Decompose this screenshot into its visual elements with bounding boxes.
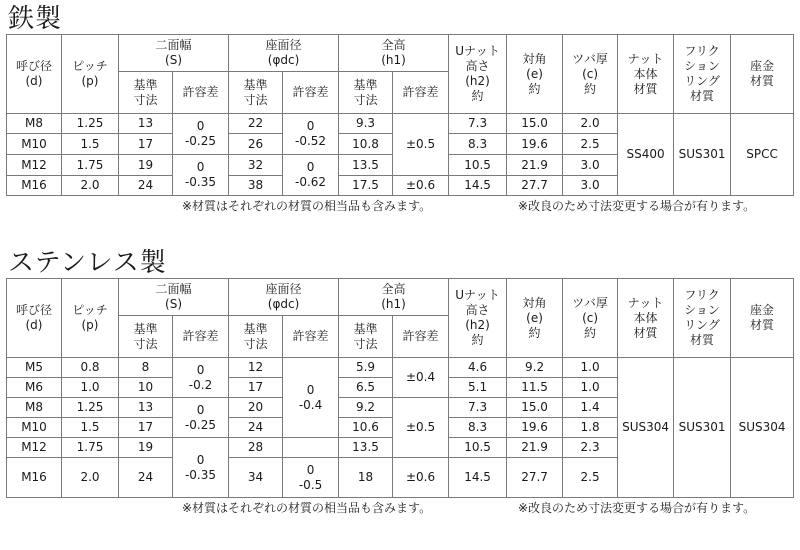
diagonal-cell: 27.7 — [507, 458, 563, 498]
width-tolerance-cell: 0 -0.35 — [173, 155, 229, 196]
height-cell: 9.3 — [339, 114, 393, 134]
size-cell: M8 — [7, 398, 62, 418]
header-u-height: Uナット 高さ (h2) 約 — [449, 279, 507, 358]
width-cell: 8 — [119, 358, 173, 378]
flange-cell: 1.8 — [563, 418, 618, 438]
pitch-cell: 0.8 — [62, 358, 119, 378]
nut-material-cell: SUS304 — [618, 358, 674, 498]
flange-cell: 2.0 — [563, 114, 618, 134]
width-tolerance-cell: 0 -0.2 — [173, 358, 229, 398]
width-tolerance-cell: 0 -0.25 — [173, 114, 229, 155]
seat-cell: 24 — [229, 418, 283, 438]
header-height: 全高 (h1) — [339, 35, 449, 72]
header-size: 呼び径 (d) — [7, 279, 62, 358]
subheader-tol: 許容差 — [393, 316, 449, 358]
width-tolerance-cell: 0 -0.35 — [173, 438, 229, 498]
width-cell: 19 — [119, 155, 173, 176]
height-cell: 13.5 — [339, 155, 393, 176]
header-seat: 座面径 (φdc) — [229, 279, 339, 316]
diagonal-cell: 15.0 — [507, 398, 563, 418]
header-size: 呼び径 (d) — [7, 35, 62, 114]
header-washer-material: 座金 材質 — [731, 35, 794, 114]
height-cell: 10.8 — [339, 134, 393, 155]
flange-cell: 2.5 — [563, 458, 618, 498]
seat-cell: 26 — [229, 134, 283, 155]
seat-tolerance-cell: 0 -0.5 — [283, 458, 339, 498]
washer-material-cell: SUS304 — [731, 358, 794, 498]
stainless-spec-table — [6, 278, 794, 498]
u-height-cell: 14.5 — [449, 458, 507, 498]
height-cell: 9.2 — [339, 398, 393, 418]
steel-spec-table — [6, 34, 794, 196]
width-cell: 13 — [119, 398, 173, 418]
subheader-tol: 許容差 — [173, 316, 229, 358]
height-tolerance-cell: ±0.6 — [393, 458, 449, 498]
subheader-std: 基準 寸法 — [229, 316, 283, 358]
seat-tolerance-cell: 0 -0.4 — [283, 358, 339, 438]
seat-tolerance-empty-cell — [283, 438, 339, 458]
pitch-cell: 1.25 — [62, 398, 119, 418]
seat-cell: 34 — [229, 458, 283, 498]
pitch-cell: 1.0 — [62, 378, 119, 398]
width-cell: 13 — [119, 114, 173, 134]
table-row — [7, 358, 794, 378]
diagonal-cell: 9.2 — [507, 358, 563, 378]
size-cell: M10 — [7, 134, 62, 155]
height-tolerance-cell: ±0.5 — [393, 398, 449, 458]
subheader-std: 基準 寸法 — [339, 316, 393, 358]
size-cell: M12 — [7, 438, 62, 458]
header-row — [7, 35, 794, 54]
u-height-cell: 5.1 — [449, 378, 507, 398]
pitch-cell: 2.0 — [62, 458, 119, 498]
stainless-notes — [6, 498, 794, 515]
size-cell: M5 — [7, 358, 62, 378]
pitch-cell: 1.5 — [62, 418, 119, 438]
u-height-cell: 8.3 — [449, 418, 507, 438]
header-nut-material: ナット 本体 材質 — [618, 35, 674, 114]
size-cell: M12 — [7, 155, 62, 176]
header-width: 二面幅 (S) — [119, 35, 229, 72]
flange-cell: 2.5 — [563, 134, 618, 155]
width-cell: 24 — [119, 176, 173, 196]
header-diagonal: 対角 (e) 約 — [507, 279, 563, 358]
size-cell: M16 — [7, 176, 62, 196]
height-cell: 5.9 — [339, 358, 393, 378]
u-height-cell: 10.5 — [449, 155, 507, 176]
u-height-cell: 14.5 — [449, 176, 507, 196]
diagonal-cell: 21.9 — [507, 438, 563, 458]
height-cell: 13.5 — [339, 438, 393, 458]
width-cell: 19 — [119, 438, 173, 458]
table-row — [7, 114, 794, 134]
subheader-std: 基準 寸法 — [119, 72, 173, 114]
flange-cell: 1.0 — [563, 378, 618, 398]
header-friction-material: フリク ション リング 材質 — [674, 35, 731, 114]
height-cell: 17.5 — [339, 176, 393, 196]
width-cell: 17 — [119, 418, 173, 438]
u-height-cell: 7.3 — [449, 398, 507, 418]
height-tolerance-cell: ±0.4 — [393, 358, 449, 398]
pitch-cell: 1.5 — [62, 134, 119, 155]
subheader-std: 基準 寸法 — [119, 316, 173, 358]
subheader-std: 基準 寸法 — [229, 72, 283, 114]
flange-cell: 1.4 — [563, 398, 618, 418]
pitch-cell: 1.75 — [62, 438, 119, 458]
header-diagonal: 対角 (e) 約 — [507, 35, 563, 114]
material-note: ※材質はそれぞれの材質の相当品も含みます。 — [182, 199, 432, 213]
seat-tolerance-cell: 0 -0.52 — [283, 114, 339, 155]
size-cell: M8 — [7, 114, 62, 134]
header-flange: ツバ厚 (c) 約 — [563, 279, 618, 358]
subheader-tol: 許容差 — [283, 316, 339, 358]
friction-material-cell: SUS301 — [674, 114, 731, 196]
height-tolerance-cell: ±0.5 — [393, 114, 449, 176]
flange-cell: 3.0 — [563, 176, 618, 196]
seat-tolerance-cell: 0 -0.62 — [283, 155, 339, 196]
u-height-cell: 7.3 — [449, 114, 507, 134]
header-u-height: Uナット 高さ (h2) 約 — [449, 35, 507, 114]
steel-section-title: 鉄製 — [8, 4, 63, 34]
diagonal-cell: 15.0 — [507, 114, 563, 134]
seat-cell: 17 — [229, 378, 283, 398]
header-row — [7, 279, 794, 298]
material-note: ※材質はそれぞれの材質の相当品も含みます。 — [182, 501, 432, 515]
flange-cell: 1.0 — [563, 358, 618, 378]
pitch-cell: 1.25 — [62, 114, 119, 134]
subheader-tol: 許容差 — [283, 72, 339, 114]
diagonal-cell: 11.5 — [507, 378, 563, 398]
seat-cell: 20 — [229, 398, 283, 418]
size-cell: M16 — [7, 458, 62, 498]
steel-section — [6, 4, 794, 213]
header-washer-material: 座金 材質 — [731, 279, 794, 358]
seat-cell: 22 — [229, 114, 283, 134]
height-cell: 18 — [339, 458, 393, 498]
subheader-tol: 許容差 — [173, 72, 229, 114]
subheader-std: 基準 寸法 — [339, 72, 393, 114]
flange-cell: 3.0 — [563, 155, 618, 176]
pitch-cell: 1.75 — [62, 155, 119, 176]
header-nut-material: ナット 本体 材質 — [618, 279, 674, 358]
u-height-cell: 8.3 — [449, 134, 507, 155]
diagonal-cell: 19.6 — [507, 134, 563, 155]
seat-cell: 38 — [229, 176, 283, 196]
width-tolerance-cell: 0 -0.25 — [173, 398, 229, 438]
seat-cell: 32 — [229, 155, 283, 176]
spec-change-note: ※改良のため寸法変更する場合が有ります。 — [518, 501, 756, 515]
steel-notes — [6, 196, 794, 213]
seat-cell: 12 — [229, 358, 283, 378]
diagonal-cell: 27.7 — [507, 176, 563, 196]
nut-material-cell: SS400 — [618, 114, 674, 196]
diagonal-cell: 21.9 — [507, 155, 563, 176]
header-friction-material: フリク ション リング 材質 — [674, 279, 731, 358]
height-cell: 6.5 — [339, 378, 393, 398]
header-width: 二面幅 (S) — [119, 279, 229, 316]
width-cell: 17 — [119, 134, 173, 155]
size-cell: M6 — [7, 378, 62, 398]
header-pitch: ピッチ (p) — [62, 35, 119, 114]
stainless-section-title: ステンレス製 — [8, 248, 167, 278]
stainless-section — [6, 248, 794, 515]
pitch-cell: 2.0 — [62, 176, 119, 196]
washer-material-cell: SPCC — [731, 114, 794, 196]
header-flange: ツバ厚 (c) 約 — [563, 35, 618, 114]
friction-material-cell: SUS301 — [674, 358, 731, 498]
u-height-cell: 4.6 — [449, 358, 507, 378]
u-height-cell: 10.5 — [449, 438, 507, 458]
height-cell: 10.6 — [339, 418, 393, 438]
header-seat: 座面径 (φdc) — [229, 35, 339, 72]
subheader-tol: 許容差 — [393, 72, 449, 114]
width-cell: 10 — [119, 378, 173, 398]
header-height: 全高 (h1) — [339, 279, 449, 316]
height-tolerance-cell: ±0.6 — [393, 176, 449, 196]
seat-cell: 28 — [229, 438, 283, 458]
width-cell: 24 — [119, 458, 173, 498]
header-pitch: ピッチ (p) — [62, 279, 119, 358]
diagonal-cell: 19.6 — [507, 418, 563, 438]
size-cell: M10 — [7, 418, 62, 438]
flange-cell: 2.3 — [563, 438, 618, 458]
spec-change-note: ※改良のため寸法変更する場合が有ります。 — [518, 199, 756, 213]
